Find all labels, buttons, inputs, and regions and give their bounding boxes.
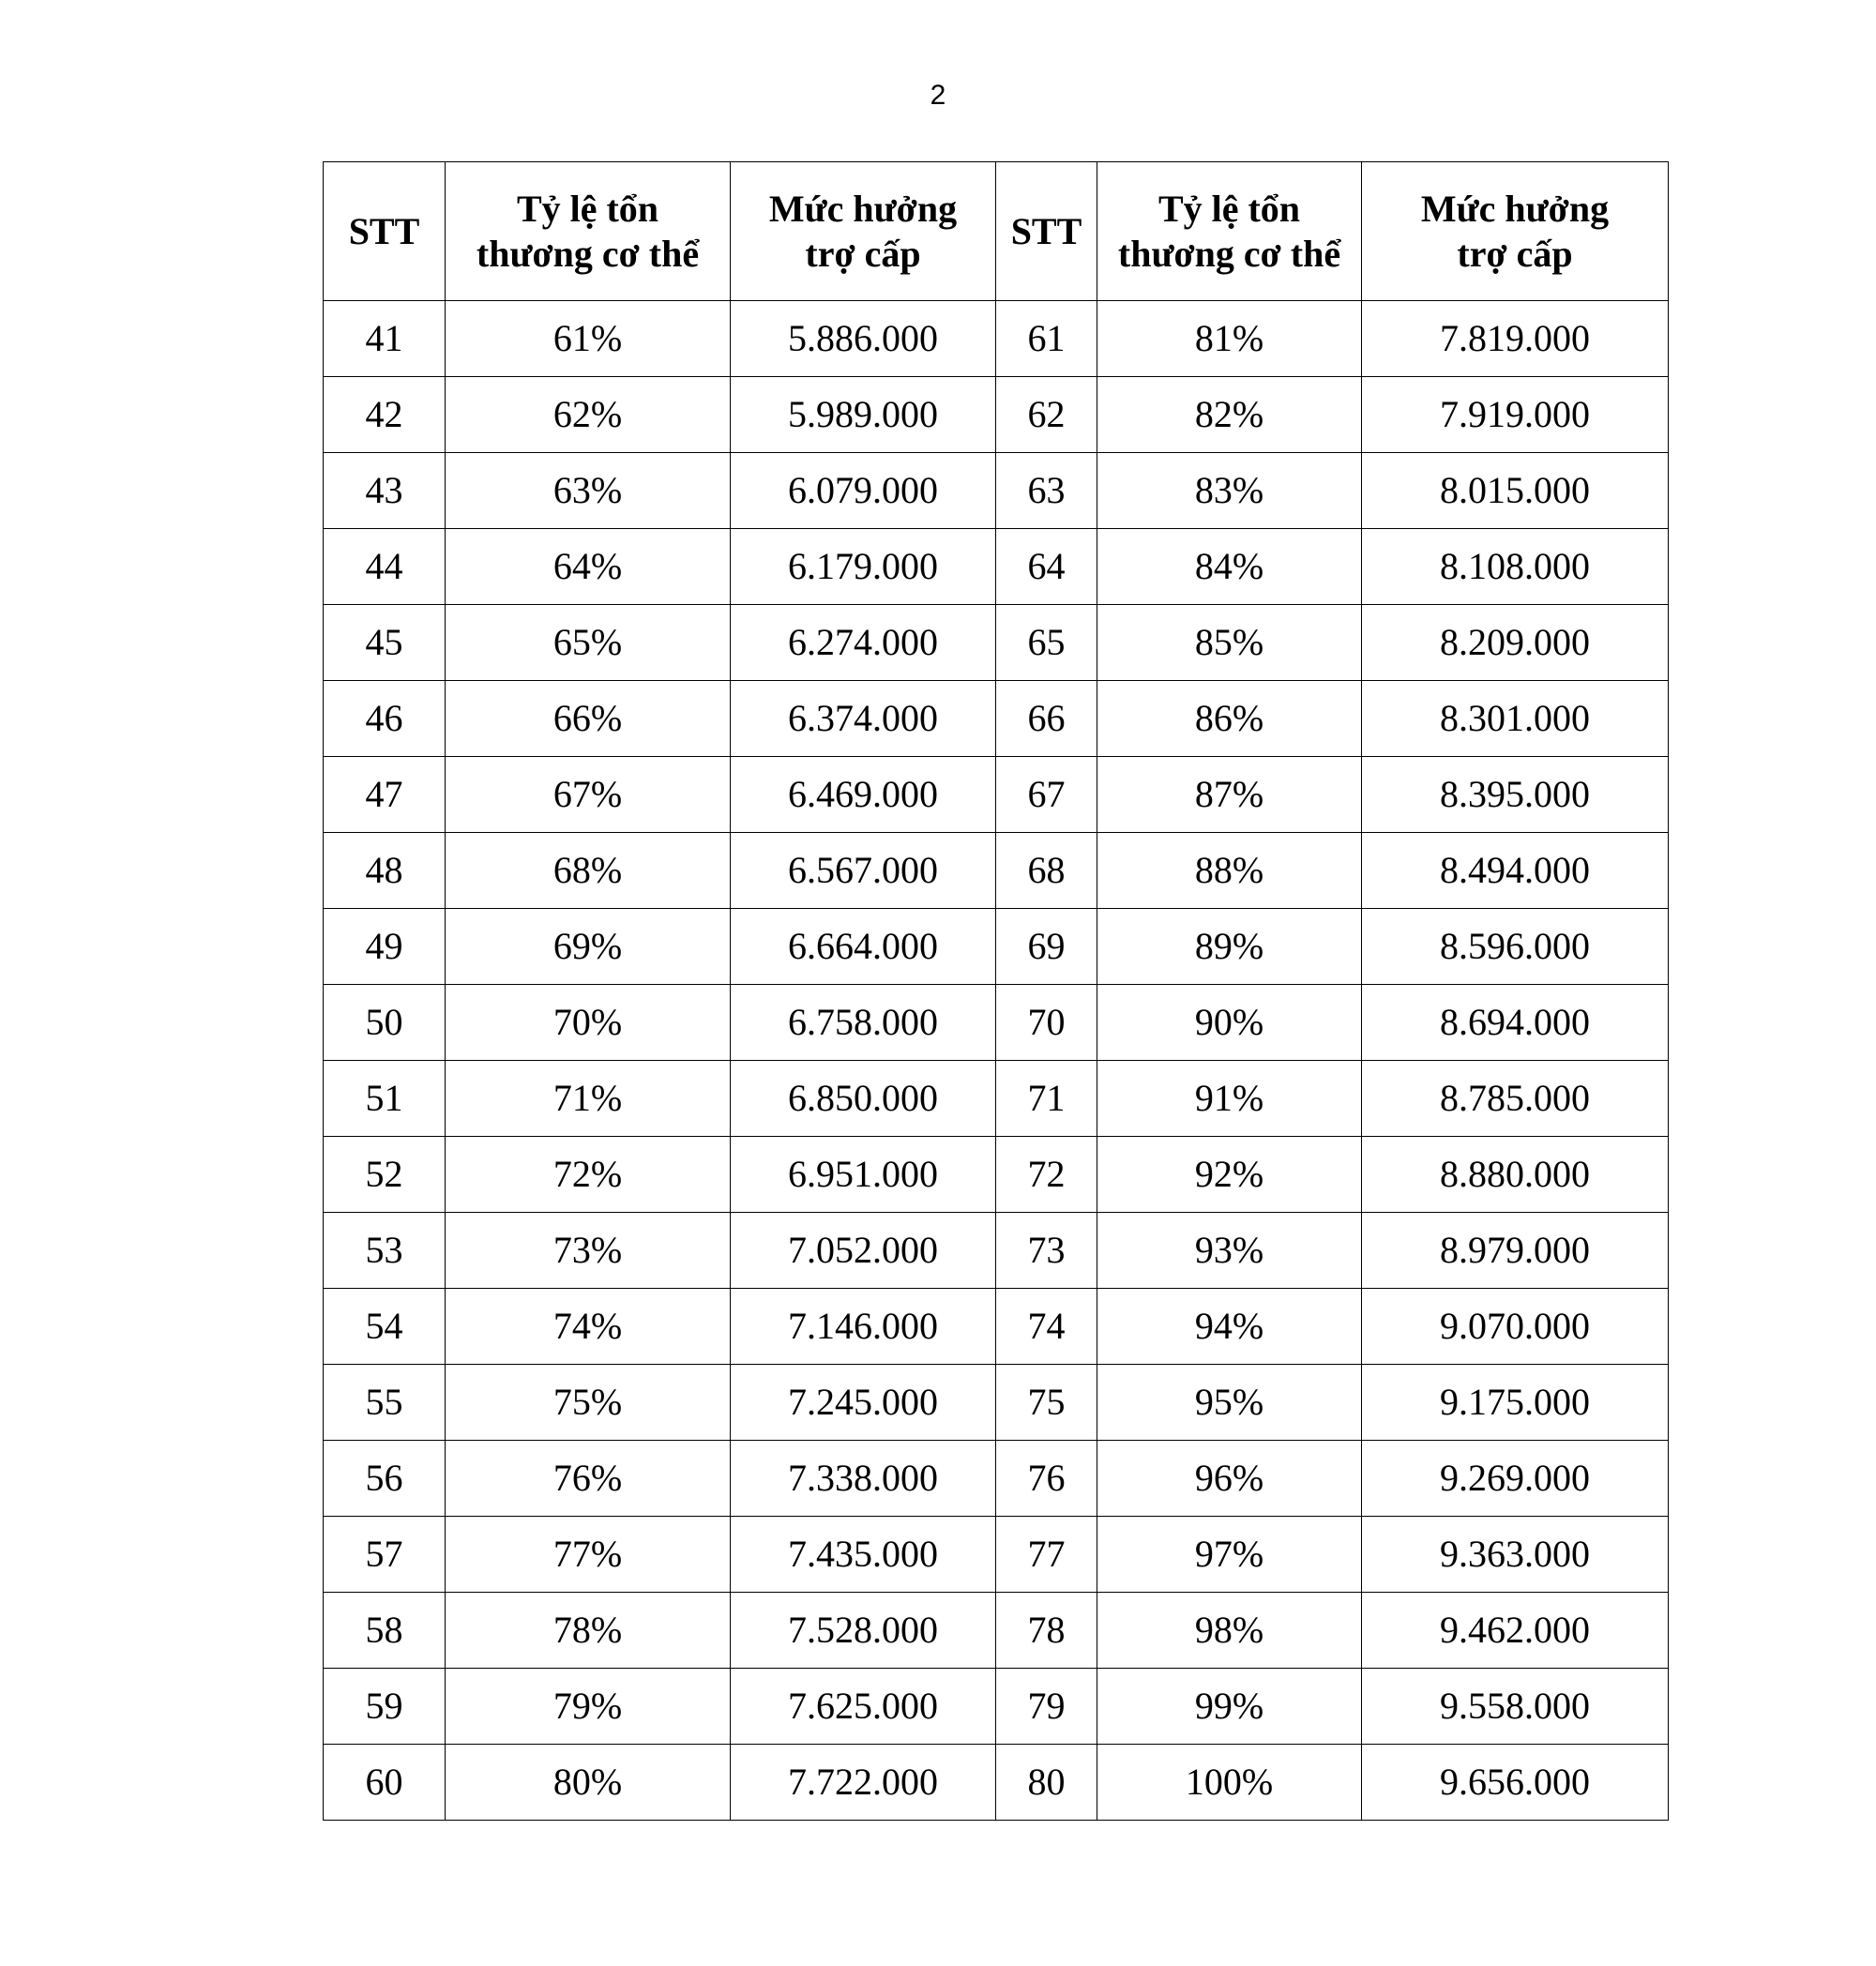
- cell-stt-left: 60: [324, 1745, 446, 1821]
- table-row: [324, 909, 1669, 985]
- table-row: [324, 1669, 1669, 1745]
- cell-stt-right: 79: [996, 1669, 1097, 1745]
- cell-stt-right: 76: [996, 1441, 1097, 1517]
- header-stt-left-text: STT: [348, 209, 420, 252]
- table-row: [324, 301, 1669, 377]
- cell-allowance-left: 7.528.000: [731, 1593, 996, 1669]
- cell-allowance-left: 7.245.000: [731, 1365, 996, 1441]
- cell-stt-right: 80: [996, 1745, 1097, 1821]
- header-injury-rate-left-line2: thương cơ thể: [476, 232, 700, 275]
- cell-injury-rate-left: 79%: [446, 1669, 731, 1745]
- cell-stt-right: 77: [996, 1517, 1097, 1593]
- cell-allowance-right: 7.819.000: [1362, 301, 1669, 377]
- cell-allowance-left: 6.567.000: [731, 833, 996, 909]
- header-stt-right-text: STT: [1010, 209, 1082, 252]
- cell-stt-right: 66: [996, 681, 1097, 757]
- cell-stt-left: 46: [324, 681, 446, 757]
- cell-allowance-right: 9.656.000: [1362, 1745, 1669, 1821]
- cell-injury-rate-left: 76%: [446, 1441, 731, 1517]
- cell-stt-right: 64: [996, 529, 1097, 605]
- cell-allowance-right: 8.301.000: [1362, 681, 1669, 757]
- cell-stt-left: 42: [324, 377, 446, 453]
- cell-injury-rate-left: 70%: [446, 985, 731, 1061]
- cell-allowance-right: 8.596.000: [1362, 909, 1669, 985]
- cell-stt-right: 72: [996, 1137, 1097, 1213]
- page-number: 2: [930, 80, 946, 111]
- cell-allowance-right: 8.395.000: [1362, 757, 1669, 833]
- cell-stt-right: 73: [996, 1213, 1097, 1289]
- table-row: [324, 757, 1669, 833]
- cell-allowance-left: 6.274.000: [731, 605, 996, 681]
- cell-injury-rate-right: 91%: [1097, 1061, 1362, 1137]
- table-row: [324, 1213, 1669, 1289]
- header-allowance-right: [1362, 162, 1669, 301]
- cell-allowance-left: 6.469.000: [731, 757, 996, 833]
- cell-injury-rate-right: 84%: [1097, 529, 1362, 605]
- table-row: [324, 1061, 1669, 1137]
- cell-injury-rate-left: 68%: [446, 833, 731, 909]
- table-row: [324, 1745, 1669, 1821]
- table-row: [324, 1365, 1669, 1441]
- cell-injury-rate-right: 90%: [1097, 985, 1362, 1061]
- cell-allowance-right: 8.785.000: [1362, 1061, 1669, 1137]
- header-injury-rate-right-line2: thương cơ thể: [1117, 232, 1341, 275]
- cell-stt-right: 69: [996, 909, 1097, 985]
- cell-allowance-left: 6.079.000: [731, 453, 996, 529]
- cell-injury-rate-right: 98%: [1097, 1593, 1362, 1669]
- table-row: [324, 1517, 1669, 1593]
- cell-stt-left: 56: [324, 1441, 446, 1517]
- cell-injury-rate-right: 88%: [1097, 833, 1362, 909]
- cell-allowance-right: 9.462.000: [1362, 1593, 1669, 1669]
- cell-injury-rate-right: 81%: [1097, 301, 1362, 377]
- cell-stt-right: 63: [996, 453, 1097, 529]
- cell-injury-rate-right: 89%: [1097, 909, 1362, 985]
- cell-injury-rate-right: 95%: [1097, 1365, 1362, 1441]
- cell-allowance-right: 8.694.000: [1362, 985, 1669, 1061]
- cell-stt-right: 61: [996, 301, 1097, 377]
- cell-injury-rate-left: 65%: [446, 605, 731, 681]
- cell-stt-right: 65: [996, 605, 1097, 681]
- cell-injury-rate-left: 72%: [446, 1137, 731, 1213]
- cell-injury-rate-left: 66%: [446, 681, 731, 757]
- cell-allowance-right: 8.979.000: [1362, 1213, 1669, 1289]
- cell-stt-left: 52: [324, 1137, 446, 1213]
- cell-allowance-left: 7.146.000: [731, 1289, 996, 1365]
- cell-stt-right: 62: [996, 377, 1097, 453]
- cell-allowance-left: 6.664.000: [731, 909, 996, 985]
- table-row: [324, 377, 1669, 453]
- cell-allowance-right: 9.269.000: [1362, 1441, 1669, 1517]
- cell-allowance-right: 9.363.000: [1362, 1517, 1669, 1593]
- cell-stt-left: 49: [324, 909, 446, 985]
- cell-injury-rate-left: 64%: [446, 529, 731, 605]
- header-allowance-right-line1: Mức hưởng: [1420, 187, 1610, 230]
- cell-allowance-left: 6.179.000: [731, 529, 996, 605]
- cell-allowance-left: 7.338.000: [731, 1441, 996, 1517]
- table-row: [324, 453, 1669, 529]
- cell-injury-rate-right: 96%: [1097, 1441, 1362, 1517]
- header-stt-left: [324, 162, 446, 301]
- cell-injury-rate-left: 67%: [446, 757, 731, 833]
- cell-allowance-left: 5.989.000: [731, 377, 996, 453]
- cell-injury-rate-right: 93%: [1097, 1213, 1362, 1289]
- cell-stt-left: 43: [324, 453, 446, 529]
- cell-injury-rate-left: 71%: [446, 1061, 731, 1137]
- cell-stt-left: 44: [324, 529, 446, 605]
- cell-stt-left: 45: [324, 605, 446, 681]
- table-row: [324, 605, 1669, 681]
- header-injury-rate-right: [1097, 162, 1362, 301]
- cell-injury-rate-right: 97%: [1097, 1517, 1362, 1593]
- header-allowance-left-line1: Mức hưởng: [768, 187, 958, 230]
- cell-allowance-right: 7.919.000: [1362, 377, 1669, 453]
- table-row: [324, 833, 1669, 909]
- cell-injury-rate-left: 73%: [446, 1213, 731, 1289]
- cell-injury-rate-right: 92%: [1097, 1137, 1362, 1213]
- cell-allowance-left: 6.850.000: [731, 1061, 996, 1137]
- cell-stt-right: 78: [996, 1593, 1097, 1669]
- header-injury-rate-left: [446, 162, 731, 301]
- cell-stt-left: 57: [324, 1517, 446, 1593]
- cell-stt-right: 70: [996, 985, 1097, 1061]
- cell-stt-left: 59: [324, 1669, 446, 1745]
- header-injury-rate-right-line1: Tỷ lệ tổn: [1157, 187, 1301, 230]
- cell-injury-rate-right: 82%: [1097, 377, 1362, 453]
- cell-allowance-left: 7.722.000: [731, 1745, 996, 1821]
- table-row: [324, 681, 1669, 757]
- cell-stt-right: 68: [996, 833, 1097, 909]
- cell-stt-left: 53: [324, 1213, 446, 1289]
- header-injury-rate-left-line1: Tỷ lệ tổn: [516, 187, 659, 230]
- cell-stt-left: 58: [324, 1593, 446, 1669]
- cell-stt-left: 55: [324, 1365, 446, 1441]
- table-row: [324, 529, 1669, 605]
- cell-allowance-right: 8.015.000: [1362, 453, 1669, 529]
- cell-allowance-right: 9.175.000: [1362, 1365, 1669, 1441]
- table-row: [324, 1289, 1669, 1365]
- cell-injury-rate-left: 62%: [446, 377, 731, 453]
- cell-stt-left: 47: [324, 757, 446, 833]
- cell-allowance-right: 9.558.000: [1362, 1669, 1669, 1745]
- benefit-table-container: [323, 161, 1669, 1821]
- cell-allowance-left: 7.625.000: [731, 1669, 996, 1745]
- cell-injury-rate-right: 100%: [1097, 1745, 1362, 1821]
- header-stt-right: [996, 162, 1097, 301]
- cell-stt-right: 74: [996, 1289, 1097, 1365]
- cell-injury-rate-left: 69%: [446, 909, 731, 985]
- cell-stt-left: 48: [324, 833, 446, 909]
- table-row: [324, 1593, 1669, 1669]
- table-row: [324, 985, 1669, 1061]
- table-header: [324, 162, 1669, 301]
- cell-allowance-left: 6.374.000: [731, 681, 996, 757]
- cell-injury-rate-right: 86%: [1097, 681, 1362, 757]
- cell-injury-rate-right: 85%: [1097, 605, 1362, 681]
- cell-allowance-left: 5.886.000: [731, 301, 996, 377]
- cell-injury-rate-right: 94%: [1097, 1289, 1362, 1365]
- cell-stt-left: 50: [324, 985, 446, 1061]
- cell-injury-rate-left: 77%: [446, 1517, 731, 1593]
- benefit-table: [323, 161, 1669, 1821]
- cell-allowance-left: 6.758.000: [731, 985, 996, 1061]
- cell-injury-rate-left: 63%: [446, 453, 731, 529]
- cell-injury-rate-left: 75%: [446, 1365, 731, 1441]
- cell-stt-left: 41: [324, 301, 446, 377]
- cell-injury-rate-right: 87%: [1097, 757, 1362, 833]
- cell-stt-left: 51: [324, 1061, 446, 1137]
- cell-allowance-right: 8.880.000: [1362, 1137, 1669, 1213]
- header-row: [324, 162, 1669, 301]
- cell-stt-right: 71: [996, 1061, 1097, 1137]
- header-allowance-right-line2: trợ cấp: [1457, 232, 1573, 275]
- cell-allowance-right: 8.209.000: [1362, 605, 1669, 681]
- cell-injury-rate-left: 74%: [446, 1289, 731, 1365]
- cell-injury-rate-left: 80%: [446, 1745, 731, 1821]
- cell-stt-left: 54: [324, 1289, 446, 1365]
- header-allowance-left-line2: trợ cấp: [805, 232, 921, 275]
- table-row: [324, 1441, 1669, 1517]
- cell-allowance-left: 7.435.000: [731, 1517, 996, 1593]
- cell-allowance-right: 8.494.000: [1362, 833, 1669, 909]
- cell-injury-rate-right: 99%: [1097, 1669, 1362, 1745]
- cell-injury-rate-left: 78%: [446, 1593, 731, 1669]
- table-row: [324, 1137, 1669, 1213]
- cell-stt-right: 67: [996, 757, 1097, 833]
- cell-allowance-right: 8.108.000: [1362, 529, 1669, 605]
- cell-injury-rate-right: 83%: [1097, 453, 1362, 529]
- cell-allowance-right: 9.070.000: [1362, 1289, 1669, 1365]
- cell-allowance-left: 7.052.000: [731, 1213, 996, 1289]
- cell-allowance-left: 6.951.000: [731, 1137, 996, 1213]
- cell-stt-right: 75: [996, 1365, 1097, 1441]
- cell-injury-rate-left: 61%: [446, 301, 731, 377]
- header-allowance-left: [731, 162, 996, 301]
- table-body: [324, 301, 1669, 1821]
